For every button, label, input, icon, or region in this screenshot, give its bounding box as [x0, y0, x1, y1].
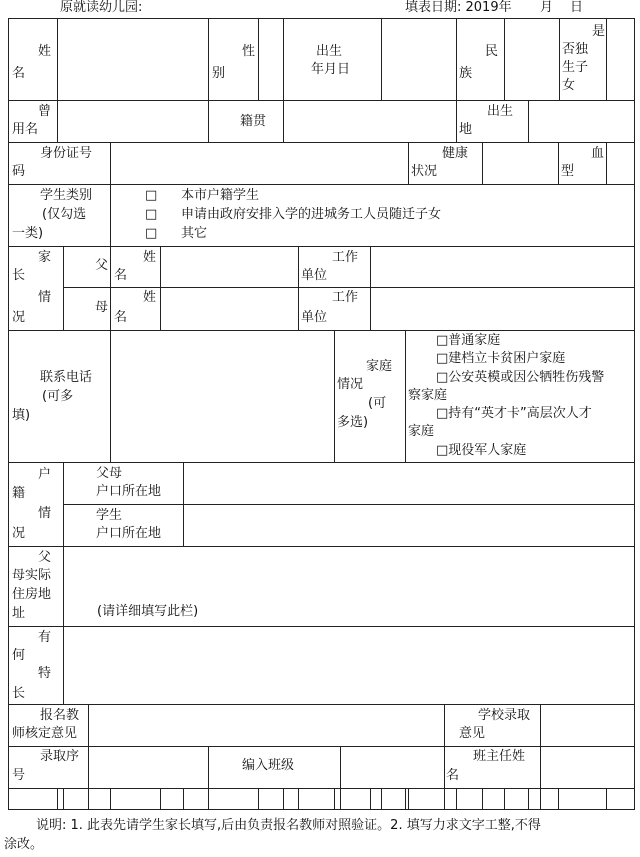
class-label: 编入班级 — [242, 758, 295, 773]
only-child-label-a: 是 — [592, 24, 606, 39]
parents-hukou-label-b: 户口所在地 — [96, 484, 162, 499]
phone-label-a: 联系电话 — [40, 370, 93, 385]
family-label-d: 多选) — [337, 415, 369, 430]
hukou-label-b: 籍 — [12, 486, 26, 501]
id-label-a: 身份证号 — [40, 146, 93, 161]
ethnic-input[interactable] — [505, 19, 558, 99]
student-type-option-1: 本市户籍学生 — [181, 188, 260, 203]
address-label-c: 住房地 — [12, 587, 52, 602]
birth-date-input[interactable] — [382, 19, 455, 99]
father-label: 父 — [95, 258, 109, 273]
student-type-checkbox-2[interactable]: □ — [145, 207, 158, 222]
student-type-label-c: 一类) — [12, 226, 44, 241]
native-place-label: 籍贯 — [240, 114, 267, 129]
health-label-a: 健康 — [442, 146, 469, 161]
phone-input[interactable] — [111, 331, 333, 461]
head-teacher-label-b: 名 — [446, 768, 460, 783]
school-review-label-a: 学校录取 — [478, 708, 531, 723]
gender-input[interactable] — [259, 19, 282, 99]
mother-name-label-b: 名 — [114, 310, 128, 325]
birthplace-label-b: 地 — [459, 122, 473, 137]
only-child-input[interactable] — [607, 19, 633, 99]
birth-label-b: 年月日 — [311, 62, 351, 77]
family-option-3-cont: 察家庭 — [408, 388, 448, 403]
parents-hukou-input[interactable] — [184, 463, 633, 503]
id-number-input[interactable] — [111, 143, 407, 183]
day-label: 日 — [570, 0, 584, 15]
name-input[interactable] — [58, 19, 207, 99]
parents-hukou-label-a: 父母 — [96, 466, 123, 481]
teacher-review-input[interactable] — [89, 705, 443, 745]
parents-label-c: 情 — [38, 290, 52, 305]
id-label-b: 码 — [12, 164, 26, 179]
name-label-a: 姓 — [38, 44, 52, 59]
name-label-b: 名 — [12, 66, 26, 81]
former-name-input[interactable] — [58, 101, 207, 141]
hukou-label-c: 情 — [38, 506, 52, 521]
family-label-a: 家庭 — [366, 359, 393, 374]
student-type-option-2: 申请由政府安排入学的进城务工人员随迁子女 — [181, 207, 442, 222]
blood-type-input[interactable] — [607, 143, 633, 183]
school-review-input[interactable] — [541, 705, 633, 745]
only-child-label-b: 否独 — [562, 42, 589, 57]
blood-label-a: 血 — [591, 146, 605, 161]
mother-name-label-a: 姓 — [143, 290, 157, 305]
birth-label-a: 出生 — [316, 44, 343, 59]
father-name-label-b: 名 — [114, 268, 128, 283]
seq-label-a: 录取序 — [40, 749, 80, 764]
phone-label-c: 填) — [12, 408, 31, 423]
mother-name-input[interactable] — [161, 288, 297, 329]
student-type-label-a: 学生类别 — [40, 188, 93, 203]
parents-label-a: 家 — [38, 250, 52, 265]
health-input[interactable] — [483, 143, 557, 183]
family-option-2[interactable]: □建档立卡贫困户家庭 — [436, 351, 566, 366]
address-label-a: 父 — [38, 550, 52, 565]
gender-label-a: 性 — [242, 44, 256, 59]
native-place-input[interactable] — [284, 101, 455, 141]
only-child-label-c: 生子 — [562, 60, 589, 75]
class-input[interactable] — [341, 747, 443, 787]
hukou-label-d: 况 — [12, 526, 26, 541]
talent-label-a: 有 — [38, 630, 52, 645]
only-child-label-d: 女 — [562, 78, 576, 93]
student-type-option-3: 其它 — [181, 226, 208, 241]
family-option-3[interactable]: □公安英模或因公牺牲伤残警 — [436, 370, 605, 385]
family-option-1[interactable]: □普通家庭 — [436, 333, 501, 348]
father-work-label-b: 单位 — [301, 268, 328, 283]
parents-label-b: 长 — [12, 268, 26, 283]
talent-input[interactable] — [64, 627, 633, 703]
blood-label-b: 型 — [561, 164, 575, 179]
footer-note-b: 涂改。 — [4, 837, 44, 852]
teacher-review-label-b: 师核定意见 — [12, 726, 78, 741]
student-type-checkbox-1[interactable]: □ — [145, 188, 158, 203]
family-option-4-cont: 家庭 — [408, 424, 435, 439]
address-label-b: 母实际 — [12, 568, 52, 583]
family-option-5[interactable]: □现役军人家庭 — [436, 443, 527, 458]
fill-date-label: 填表日期: 2019年 — [405, 0, 512, 15]
student-type-checkbox-3[interactable]: □ — [145, 226, 158, 241]
gender-label-b: 别 — [212, 66, 226, 81]
student-hukou-label-b: 户口所在地 — [96, 526, 162, 541]
kindergarten-label: 原就读幼儿园: — [60, 0, 143, 15]
seq-label-b: 号 — [12, 768, 26, 783]
birthplace-input[interactable] — [529, 101, 633, 141]
father-work-input[interactable] — [371, 247, 633, 286]
talent-label-b: 何 — [12, 648, 26, 663]
ethnic-label-b: 族 — [459, 66, 473, 81]
teacher-review-label-a: 报名教 — [40, 708, 80, 723]
talent-label-d: 长 — [12, 686, 26, 701]
footer-note-a: 说明: 1. 此表先请学生家长填写,后由负责报名教师对照验证。2. 填写力求文字工整,不得 — [36, 818, 541, 833]
mother-work-input[interactable] — [371, 288, 633, 329]
student-type-label-b: (仅勾选 — [42, 207, 87, 222]
family-label-b: 情况 — [337, 377, 364, 392]
phone-label-b: (可多 — [42, 389, 74, 404]
former-name-label-a: 曾 — [38, 104, 52, 119]
father-name-input[interactable] — [161, 247, 297, 286]
head-teacher-input[interactable] — [541, 747, 633, 787]
ethnic-label-a: 民 — [485, 44, 499, 59]
former-name-label-b: 用名 — [12, 122, 39, 137]
address-hint: (请详细填写此栏) — [97, 604, 199, 619]
father-work-label-a: 工作 — [332, 250, 359, 265]
mother-work-label-a: 工作 — [332, 290, 359, 305]
address-label-d: 址 — [12, 606, 26, 621]
mother-work-label-b: 单位 — [301, 310, 328, 325]
hukou-label-a: 户 — [38, 467, 52, 482]
health-label-b: 状况 — [411, 164, 438, 179]
student-hukou-input[interactable] — [184, 505, 633, 545]
talent-label-c: 特 — [38, 666, 52, 681]
school-review-label-b: 意见 — [459, 726, 486, 741]
father-name-label-a: 姓 — [143, 250, 157, 265]
seq-input[interactable] — [89, 747, 207, 787]
family-label-c: (可 — [368, 396, 387, 411]
mother-label: 母 — [95, 300, 109, 315]
month-label: 月 — [540, 0, 554, 15]
parents-label-d: 况 — [12, 310, 26, 325]
birthplace-label-a: 出生 — [487, 104, 514, 119]
student-hukou-label-a: 学生 — [96, 508, 123, 523]
head-teacher-label-a: 班主任姓 — [473, 749, 526, 764]
family-option-4[interactable]: □持有“英才卡”高层次人才 — [436, 406, 592, 421]
